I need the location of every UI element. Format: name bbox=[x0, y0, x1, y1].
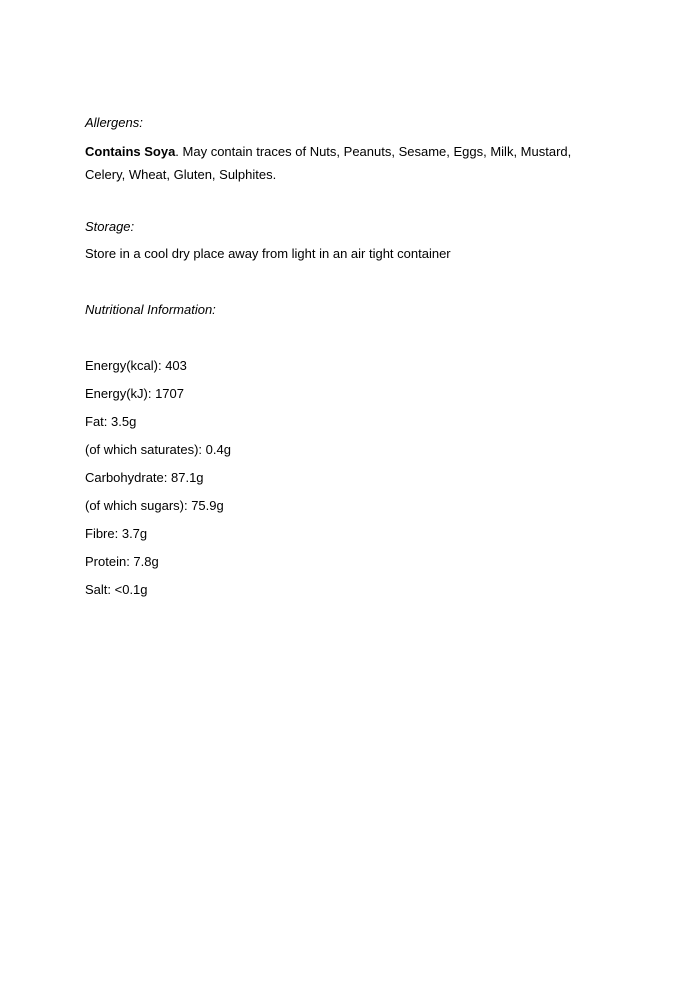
nutrition-salt: Salt: <0.1g bbox=[85, 582, 148, 597]
storage-text: Store in a cool dry place away from light in an air tight container bbox=[85, 246, 451, 261]
allergens-traces: . May contain traces of Nuts, Peanuts, Sesame, Eggs, Milk, Mustard, Celery, Wheat, Gluten, Sulphites. bbox=[85, 144, 572, 182]
nutrition-energy-kj: Energy(kJ): 1707 bbox=[85, 386, 184, 401]
nutrition-fibre: Fibre: 3.7g bbox=[85, 526, 148, 541]
allergens-contains-soya: Contains Soya bbox=[85, 144, 176, 159]
nutrition-carbohydrate: Carbohydrate: 87.1g bbox=[85, 470, 204, 485]
storage-heading: Storage: bbox=[85, 219, 135, 234]
allergens-heading: Allergens: bbox=[85, 115, 143, 130]
allergens-text bbox=[85, 140, 605, 186]
nutrition-protein: Protein: 7.8g bbox=[85, 554, 159, 569]
nutrition-fat: Fat: 3.5g bbox=[85, 414, 137, 429]
nutrition-saturates: (of which saturates): 0.4g bbox=[85, 442, 231, 457]
nutrition-heading: Nutritional Information: bbox=[85, 302, 216, 317]
nutrition-sugars: (of which sugars): 75.9g bbox=[85, 498, 224, 513]
nutrition-energy-kcal: Energy(kcal): 403 bbox=[85, 358, 187, 373]
